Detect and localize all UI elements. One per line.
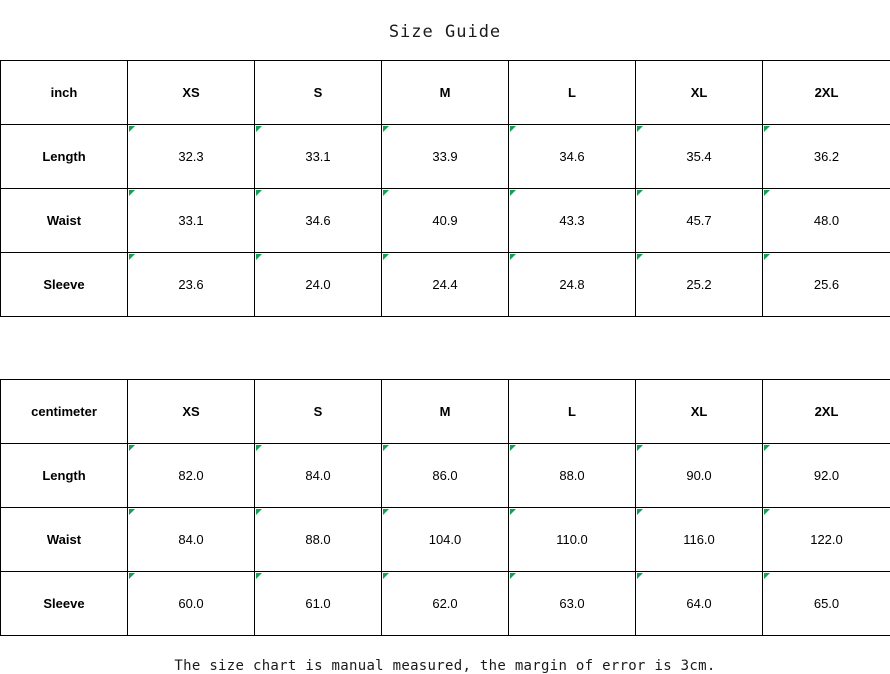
size-header-xs: XS: [128, 61, 255, 125]
cell-value: 84.0: [255, 444, 382, 508]
size-table-centimeter: [0, 379, 890, 636]
size-header-l: L: [509, 61, 636, 125]
row-label-waist: Waist: [1, 508, 128, 572]
unit-label: centimeter: [1, 380, 128, 444]
table-row: [1, 189, 890, 253]
cell-value: 33.1: [255, 125, 382, 189]
table-row: [1, 253, 890, 317]
cell-value: 25.2: [636, 253, 763, 317]
cell-value: 86.0: [382, 444, 509, 508]
cell-value: 35.4: [636, 125, 763, 189]
size-header-s: S: [255, 380, 382, 444]
table-row: [1, 572, 890, 636]
cell-value: 63.0: [509, 572, 636, 636]
cell-value: 60.0: [128, 572, 255, 636]
size-header-m: M: [382, 380, 509, 444]
cell-value: 23.6: [128, 253, 255, 317]
cell-value: 24.8: [509, 253, 636, 317]
page-title: Size Guide: [0, 0, 890, 60]
cell-value: 33.1: [128, 189, 255, 253]
row-label-length: Length: [1, 125, 128, 189]
cell-value: 48.0: [763, 189, 890, 253]
size-header-xl: XL: [636, 380, 763, 444]
table-header-row: [1, 61, 890, 125]
cell-value: 90.0: [636, 444, 763, 508]
cell-value: 24.4: [382, 253, 509, 317]
cell-value: 104.0: [382, 508, 509, 572]
cell-value: 61.0: [255, 572, 382, 636]
cell-value: 34.6: [255, 189, 382, 253]
row-label-length: Length: [1, 444, 128, 508]
cell-value: 33.9: [382, 125, 509, 189]
measurement-note: The size chart is manual measured, the margin of error is 3cm.: [0, 636, 890, 674]
size-header-l: L: [509, 380, 636, 444]
table-row: [1, 444, 890, 508]
table-header-row: [1, 380, 890, 444]
cell-value: 45.7: [636, 189, 763, 253]
cell-value: 116.0: [636, 508, 763, 572]
size-header-xs: XS: [128, 380, 255, 444]
cell-value: 84.0: [128, 508, 255, 572]
size-header-2xl: 2XL: [763, 61, 890, 125]
row-label-sleeve: Sleeve: [1, 572, 128, 636]
size-header-m: M: [382, 61, 509, 125]
cell-value: 92.0: [763, 444, 890, 508]
cell-value: 82.0: [128, 444, 255, 508]
size-header-xl: XL: [636, 61, 763, 125]
cell-value: 24.0: [255, 253, 382, 317]
cell-value: 36.2: [763, 125, 890, 189]
row-label-sleeve: Sleeve: [1, 253, 128, 317]
unit-label: inch: [1, 61, 128, 125]
cell-value: 65.0: [763, 572, 890, 636]
cell-value: 40.9: [382, 189, 509, 253]
cell-value: 64.0: [636, 572, 763, 636]
table-row: [1, 125, 890, 189]
size-header-2xl: 2XL: [763, 380, 890, 444]
size-header-s: S: [255, 61, 382, 125]
cell-value: 25.6: [763, 253, 890, 317]
cell-value: 110.0: [509, 508, 636, 572]
cell-value: 32.3: [128, 125, 255, 189]
row-label-waist: Waist: [1, 189, 128, 253]
cell-value: 43.3: [509, 189, 636, 253]
cell-value: 88.0: [255, 508, 382, 572]
cell-value: 62.0: [382, 572, 509, 636]
cell-value: 122.0: [763, 508, 890, 572]
cell-value: 34.6: [509, 125, 636, 189]
size-table-inch: [0, 60, 890, 317]
table-gap-divider: [0, 317, 890, 379]
cell-value: 88.0: [509, 444, 636, 508]
table-row: [1, 508, 890, 572]
